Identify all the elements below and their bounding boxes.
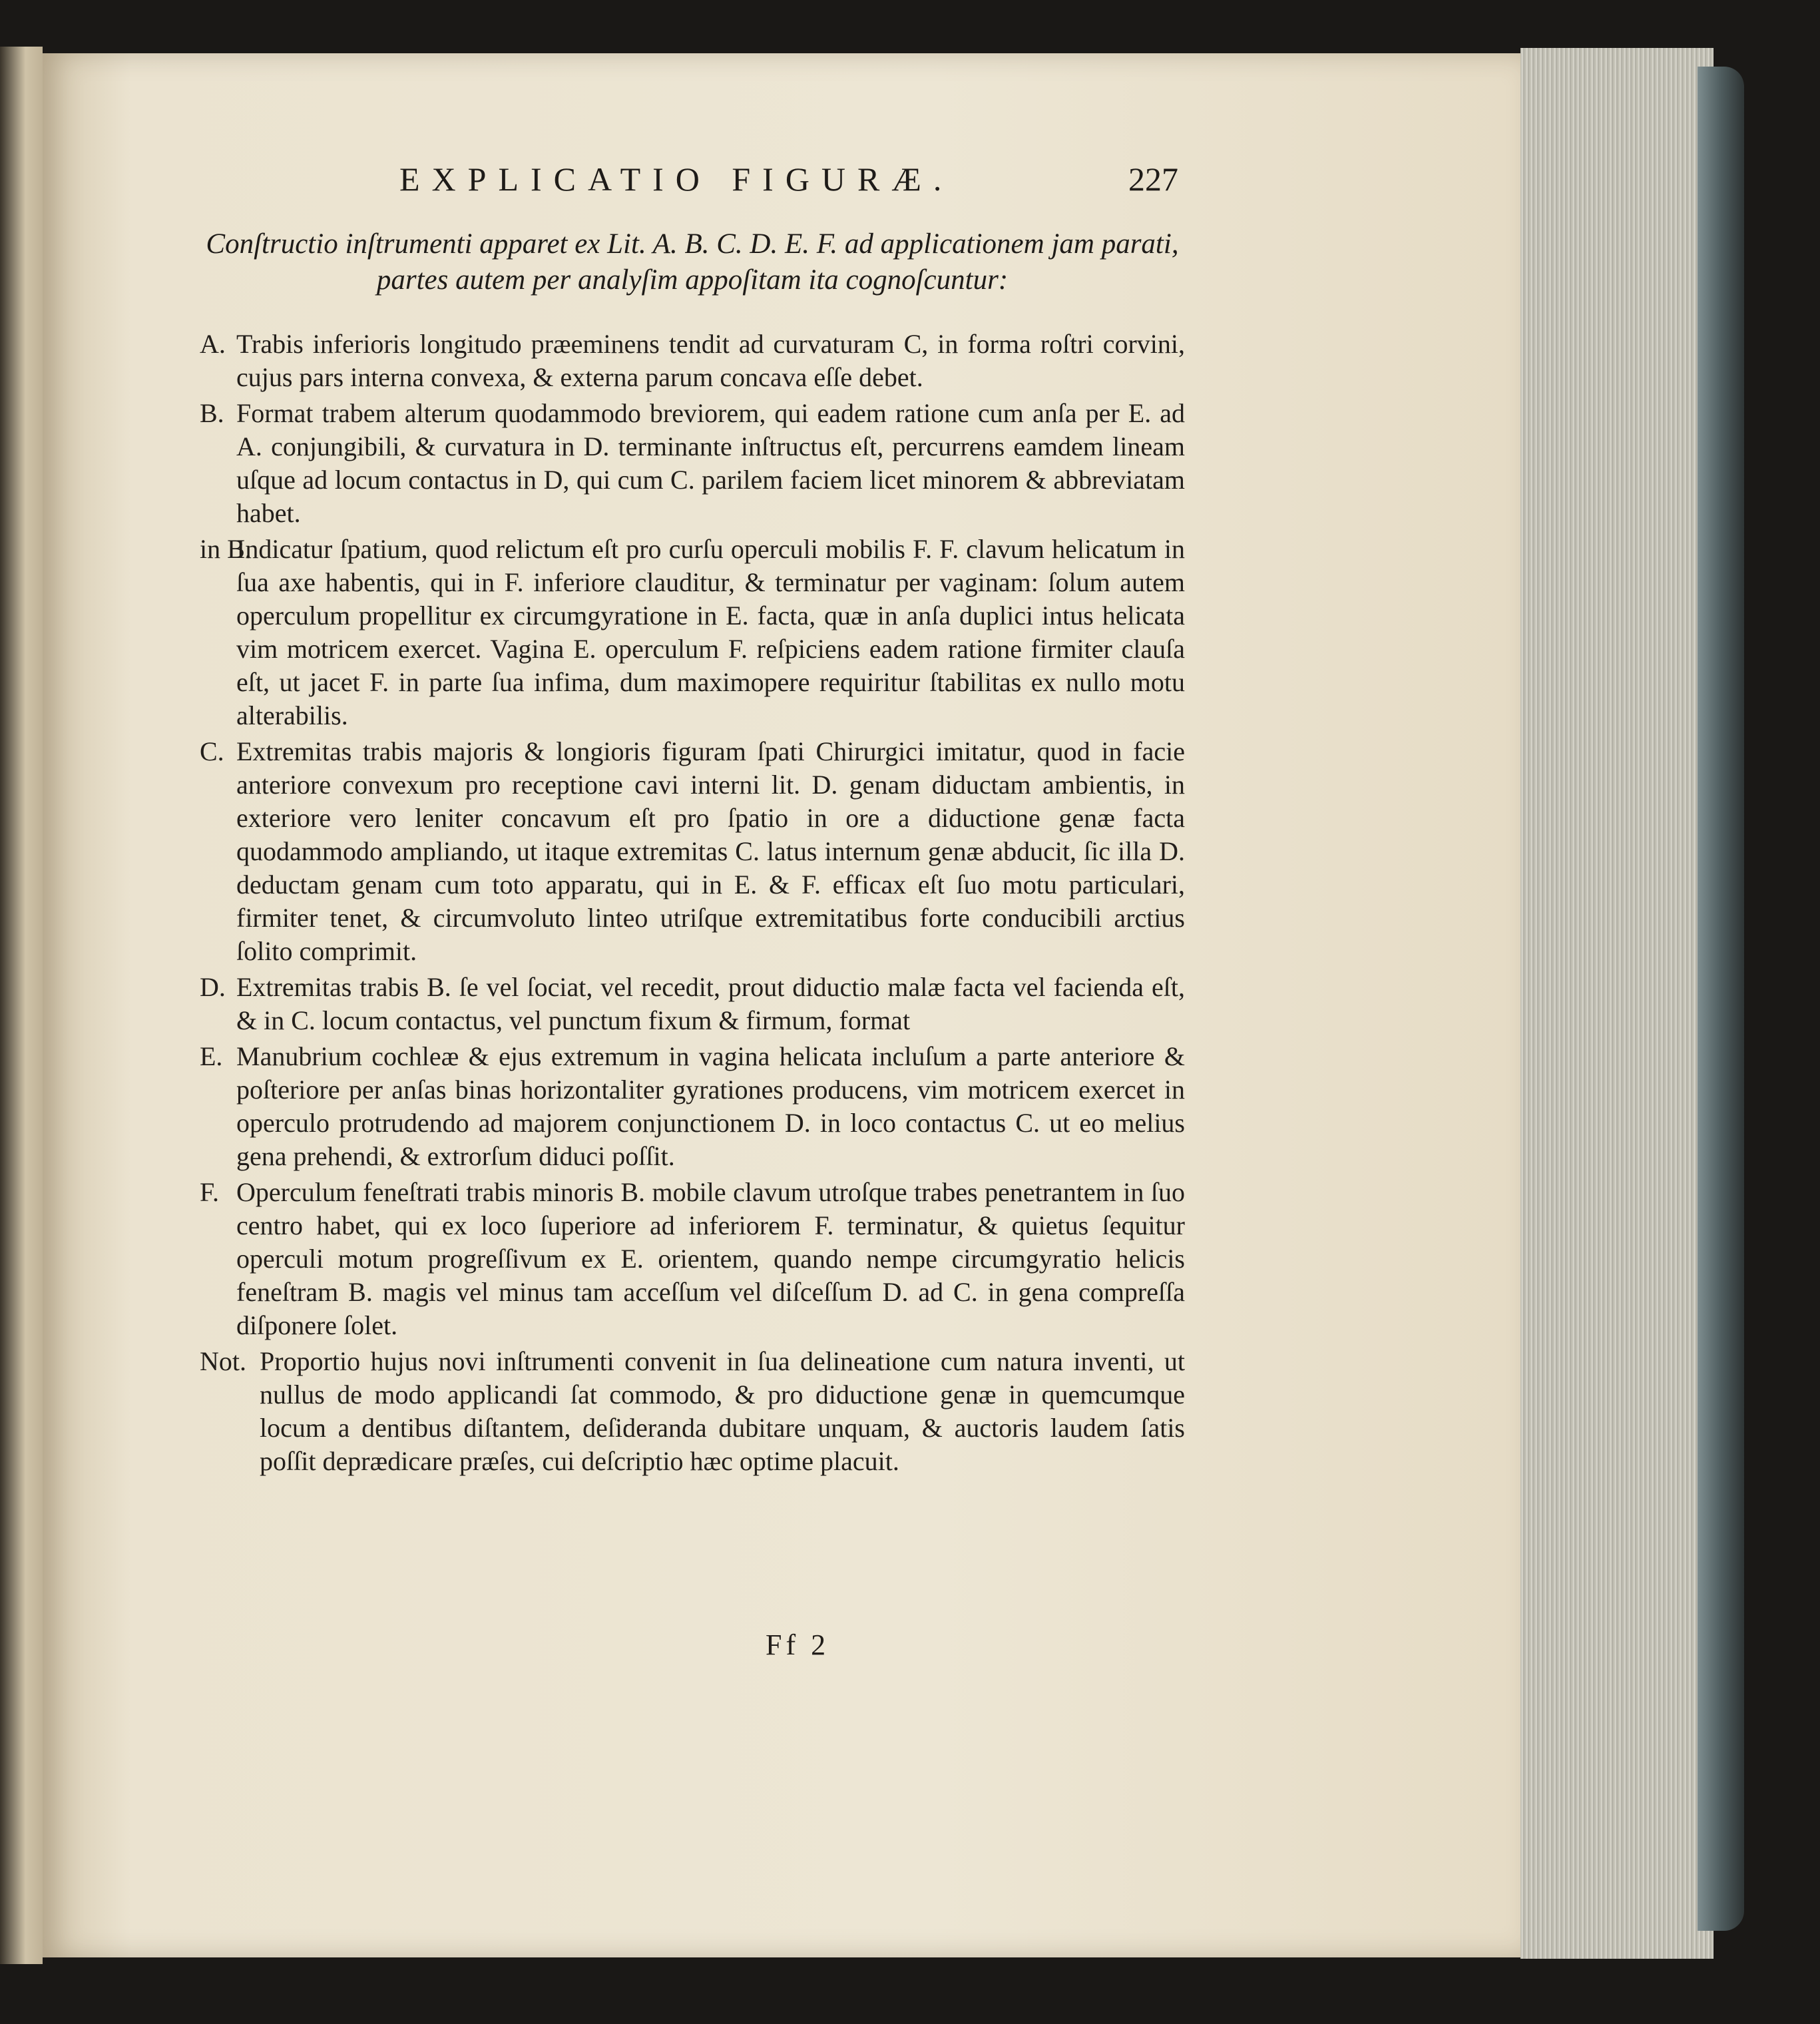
entry-label: in B. xyxy=(200,534,252,564)
entry-text: Manubrium cochleæ & ejus extremum in vagina helicata incluſum a parte anteriore & poſteriore per anſas binas horizontaliter gyrationes producens, vim motricem exercet in operculo protrudendo ad majorem conjunctionem D. in loco contactus C. ut eo melius gena prehendi, & extrorſum diduci poſſit. xyxy=(236,1041,1185,1171)
entry-text: Extremitas trabis B. ſe vel ſociat, vel recedit, prout diductio malæ facta vel facienda eſt, & in C. locum contactus, vel punctum fixum & firmum, format xyxy=(236,972,1185,1035)
left-page-edge xyxy=(0,47,43,1964)
entry-c xyxy=(200,735,1185,968)
entry-label: E. xyxy=(200,1041,223,1071)
running-head: EXPLICATIO FIGURÆ. xyxy=(399,160,954,198)
book-cover-rim xyxy=(1698,67,1744,1931)
entry-label: F. xyxy=(200,1177,220,1207)
intro-paragraph: Conſtructio inſtrumenti apparet ex Lit. A. B. C. D. E. F. ad applicationem jam parati, partes autem per analyſim appoſitam ita cognoſcuntur: xyxy=(206,228,1179,296)
entry-label: A. xyxy=(200,329,226,359)
page-stack-edge xyxy=(1520,48,1713,1959)
entry-b xyxy=(200,397,1185,530)
entries-list xyxy=(200,328,1185,1481)
entry-text: Extremitas trabis majoris & longioris figuram ſpati Chirurgici imitatur, quod in facie anteriore convexum pro receptione cavi interni lit. D. genam diductam ambientis, in exteriore vero leniter concavum eſt pro ſpatio in ore a diductione genæ facta quodammodo ampliando, ut itaque extremitas C. latus internum genæ abducit, ſic illa D. deductam genam cum toto apparatu, qui in E. & F. efficax eſt ſuo motu particulari, firmiter tenet, & circumvoluto linteo utriſque extremitatibus forte conducibili arctius ſolito comprimit. xyxy=(236,736,1185,966)
entry-label: Not. xyxy=(200,1346,246,1376)
entry-note xyxy=(200,1345,1185,1478)
signature-mark: Ff 2 xyxy=(766,1629,830,1661)
page-number: 227 xyxy=(1128,160,1178,198)
entry-in-b xyxy=(200,533,1185,732)
entry-text: Indicatur ſpatium, quod relictum eſt pro curſu operculi mobilis F. F. clavum helicatum in ſua axe habentis, qui in F. inferiore clauditur, & terminatur per vaginam: ſolum autem operculum propellitur ex circumgyratione in E. facta, quæ in anſa duplici intus helicata vim motricem exercet. Vagina E. operculum F. reſpiciens eadem ratione firmiter clauſa eſt, ut jacet F. in parte ſua infima, dum maximopere requiritur ſtabilitas ex nullo motu alterabilis. xyxy=(236,534,1185,730)
entry-text: Proportio hujus novi inſtrumenti convenit in ſua delineatione cum natura inventi, ut nullus de modo applicandi ſat commodo, & pro diductione genæ in quemcumque locum a dentibus diſtantem, deſideranda dubitare unquam, & auctoris laudem ſatis poſſit deprædicare præſes, cui deſcriptio hæc optime placuit. xyxy=(260,1346,1185,1476)
entry-text: Format trabem alterum quodammodo breviorem, qui eadem ratione cum anſa per E. ad A. conjungibili, & curvatura in D. terminante inſtructus eſt, percurrens eamdem lineam uſque ad locum contactus in D, qui cum C. parilem faciem licet minorem & abbreviatam habet. xyxy=(236,398,1185,528)
entry-e xyxy=(200,1040,1185,1173)
page-header xyxy=(399,160,1178,220)
entry-text: Trabis inferioris longitudo præeminens tendit ad curvaturam C, in forma roſtri corvini, cujus pars interna convexa, & externa parum concava eſſe debet. xyxy=(236,329,1185,392)
entry-a xyxy=(200,328,1185,394)
entry-d xyxy=(200,971,1185,1037)
entry-label: B. xyxy=(200,398,224,428)
entry-label: C. xyxy=(200,736,224,766)
entry-f xyxy=(200,1176,1185,1342)
entry-label: D. xyxy=(200,972,226,1002)
entry-text: Operculum feneſtrati trabis minoris B. mobile clavum utroſque trabes penetrantem in ſuo centro habet, qui ex loco ſuperiore ad inferiorem F. terminatur, & quietus ſequitur operculi motum progreſſivum ex E. orientem, quando nempe circumgyratio helicis feneſtram B. magis vel minus tam acceſſum vel diſceſſum D. ad C. in gena compreſſa diſponere ſolet. xyxy=(236,1177,1185,1340)
